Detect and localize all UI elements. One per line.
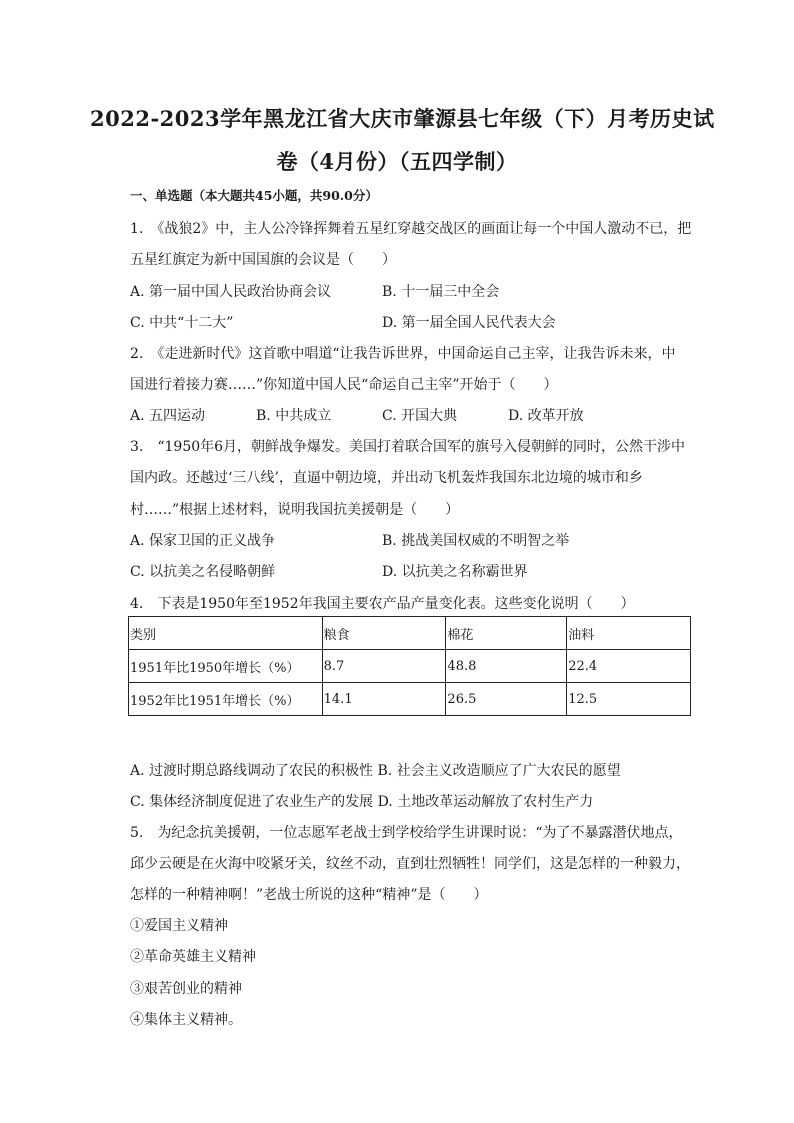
exam-title-line-2: 卷（4月份）（五四学制） <box>276 149 518 174</box>
table-row <box>129 650 691 683</box>
q2-option-c: C. 开国大典 <box>382 408 458 424</box>
section-heading: 一、单选题（本大题共45小题，共90.0分） <box>130 188 378 203</box>
q2-option-b: B. 中共成立 <box>256 408 332 424</box>
q1-option-a: A. 第一届中国人民政治协商会议 <box>130 284 332 300</box>
table-cell: 14.1 <box>322 683 446 716</box>
table-cell: 48.8 <box>446 650 567 683</box>
q3-stem-line-2: 国内政。还越过‘三八线’，直逼中朝边境，并出动飞机轰炸我国东北边境的城市和乡 <box>130 470 643 486</box>
q3-stem-line-1: 3. “1950年6月，朝鲜战争爆发。美国打着联合国军的旗号入侵朝鲜的同时，公然干涉中 <box>130 439 686 455</box>
q2-option-d: D. 改革开放 <box>508 408 584 424</box>
q3-option-d: D. 以抗美之名称霸世界 <box>382 564 528 580</box>
q5-item-1: ①爱国主义精神 <box>130 918 228 934</box>
q2-stem-line-2: 国进行着接力赛……”你知道中国人民“命运自己主宰”开始于（ ） <box>130 377 558 393</box>
table-cell: 1952年比1951年增长（%） <box>129 683 323 716</box>
q5-stem-line-1: 5. 为纪念抗美援朝，一位志愿军老战士到学校给学生讲课时说：“为了不暴露潜伏地点， <box>130 825 683 841</box>
q1-stem-line-2: 五星红旗定为新中国国旗的会议是（ ） <box>130 252 396 268</box>
table-cell: 8.7 <box>322 650 446 683</box>
q5-item-3: ③艰苦创业的精神 <box>130 981 242 997</box>
table-cell: 22.4 <box>567 650 691 683</box>
q5-stem-line-2: 邱少云硬是在火海中咬紧牙关，纹丝不动，直到壮烈牺牲！同学们，这是怎样的一种毅力， <box>130 856 690 872</box>
q1-stem-line-1: 1. 《战狼2》中，主人公冷锋挥舞着五星红穿越交战区的画面让每一个中国人激动不已，把 <box>130 221 692 237</box>
table-header-cell: 粮食 <box>322 617 446 650</box>
table-cell: 12.5 <box>567 683 691 716</box>
q1-option-b: B. 十一届三中全会 <box>382 284 500 300</box>
q1-option-d: D. 第一届全国人民代表大会 <box>382 315 556 331</box>
q4-options-line-2: C. 集体经济制度促进了农业生产的发展 D. 土地改革运动解放了农村生产力 <box>130 794 594 810</box>
q4-stem: 4. 下表是1950年至1952年我国主要农产品产量变化表。这些变化说明（ ） <box>130 596 635 612</box>
table-header-cell: 油料 <box>567 617 691 650</box>
table-header-cell: 类别 <box>129 617 323 650</box>
q3-option-c: C. 以抗美之名侵略朝鲜 <box>130 564 276 580</box>
q3-stem-line-3: 村……”根据上述材料，说明我国抗美援朝是（ ） <box>130 502 460 518</box>
table-header-row <box>129 617 691 650</box>
table-cell: 26.5 <box>446 683 567 716</box>
table-cell: 1951年比1950年增长（%） <box>129 650 323 683</box>
exam-title-line-1: 2022-2023学年黑龙江省大庆市肇源县七年级（下）月考历史试 <box>90 106 715 131</box>
q4-options-line-1: A. 过渡时期总路线调动了农民的积极性 B. 社会主义改造顺应了广大农民的愿望 <box>130 763 621 779</box>
q5-item-2: ②革命英雄主义精神 <box>130 949 256 965</box>
table-header-cell: 棉花 <box>446 617 567 650</box>
q5-stem-line-3: 怎样的一种精神啊！”老战士所说的这种“精神”是（ ） <box>130 887 488 903</box>
q3-option-b: B. 挑战美国权威的不明智之举 <box>382 533 570 549</box>
q5-item-4: ④集体主义精神。 <box>130 1012 242 1028</box>
table-row <box>129 683 691 716</box>
q1-option-c: C. 中共“十二大” <box>130 315 234 331</box>
q3-option-a: A. 保家卫国的正义战争 <box>130 533 276 549</box>
q2-option-a: A. 五四运动 <box>130 408 206 424</box>
q2-stem-line-1: 2. 《走进新时代》这首歌中唱道“让我告诉世界，中国命运自己主宰，让我告诉未来，中 <box>130 346 676 362</box>
production-change-table <box>128 616 691 716</box>
